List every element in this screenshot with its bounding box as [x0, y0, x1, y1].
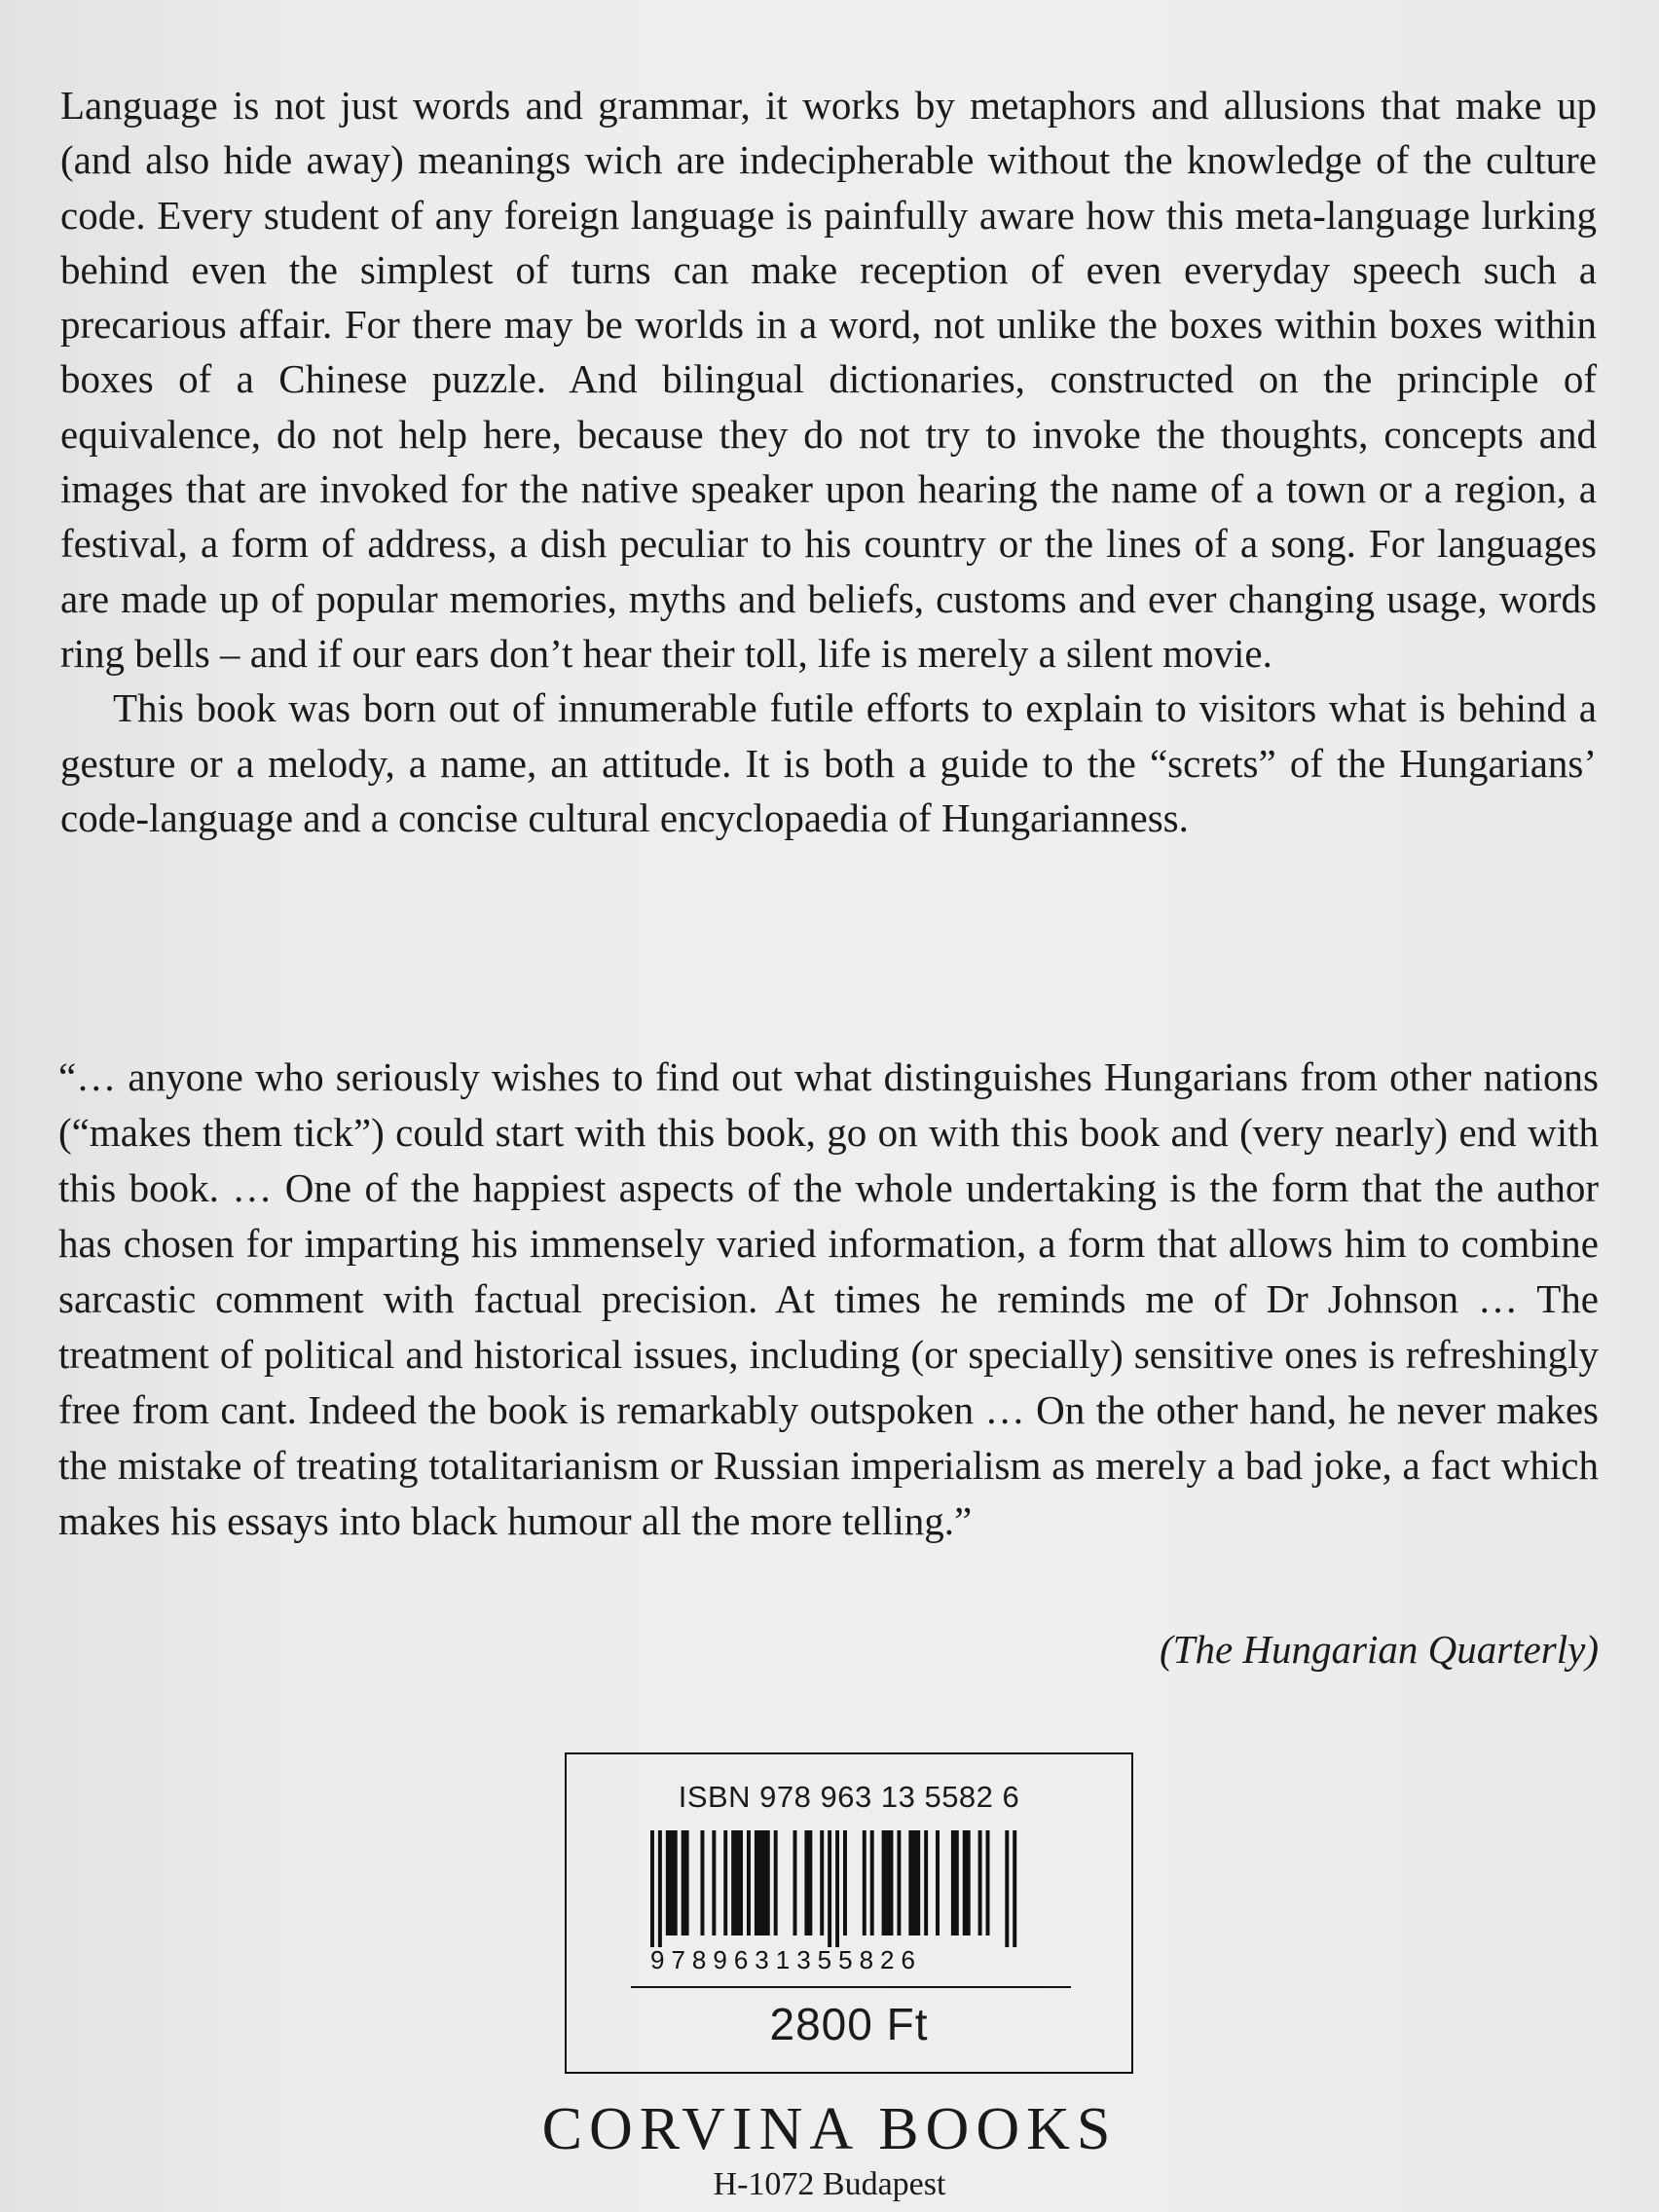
barcode-bar: [908, 1830, 920, 1936]
barcode-bar: [882, 1830, 894, 1936]
barcode-bar: [793, 1830, 797, 1936]
blurb-text: [60, 78, 1597, 845]
barcode-bar: [951, 1830, 959, 1936]
barcode-icon: [650, 1830, 1020, 1947]
barcode-bar: [774, 1830, 778, 1936]
barcode-bar: [755, 1830, 770, 1936]
publisher-address: H-1072 Budapest: [713, 2166, 946, 2202]
barcode-guard-bar: [1013, 1830, 1016, 1947]
barcode-bar: [843, 1830, 847, 1936]
barcode-bar: [747, 1830, 751, 1936]
barcode-bar: [936, 1830, 940, 1936]
barcode-bar: [870, 1830, 874, 1936]
isbn-label: ISBN 978 963 13 5582 6: [678, 1780, 1020, 1814]
publisher-name: CORVINA BOOKS: [541, 2096, 1118, 2162]
barcode-bar: [804, 1830, 812, 1936]
barcode-bar: [897, 1830, 901, 1936]
review-quote: “… anyone who seriously wishes to find out what distinguishes Hungarians from other nations (“makes them tick”) could start with this book, go on with this book and (very nearly) end with this book. … One of the happiest aspects of the whole undertaking is the form that the author has chosen for imparting his immensely varied information, a form that allows him to combine sarcastic comment with factual precision. At times he reminds me of Dr Johnson … The treatment of political and historical issues, including (or specially) sensitive ones is refreshingly free from cant. Indeed the book is remarkably outspoken … On the other hand, he never makes the mistake of treating totalitarianism or Russian imperialism as merely a bad joke, a fact which makes his essays into black humour all the more telling.”: [58, 1054, 1599, 1543]
barcode-bar: [863, 1830, 866, 1936]
barcode-bar: [820, 1830, 824, 1936]
barcode-bar: [682, 1830, 689, 1936]
blurb-paragraph-1: Language is not just words and grammar, it works by metaphors and allusions that make up (and also hide away) meanings wich are indecipherable without the knowledge of the culture code. Every student of any foreign language is painfully aware how this meta-language lurking behind even the simplest of turns can make reception of even everyday speech such a precarious affair. For there may be worlds in a word, not unlike the boxes within boxes within boxes of a Chinese puzzle. And bilingual dictionaries, constructed on the principle of equivalence, do not help here, because they do not try to invoke the thoughts, concepts and images that are invoked for the native speaker upon hearing the name of a town or a region, a festival, a form of address, a dish peculiar to his country or the lines of a song. For languages are made up of popular memories, myths and beliefs, customs and ever changing usage, words ring bells – and if our ears don’t hear their toll, life is merely a silent movie.: [60, 83, 1597, 676]
barcode-bar: [666, 1830, 678, 1936]
review-source: (The Hungarian Quarterly): [1160, 1627, 1599, 1672]
barcode-bar: [963, 1830, 971, 1936]
barcode-guard-bar: [828, 1830, 831, 1947]
barcode-guard-bar: [650, 1830, 654, 1947]
barcode-guard-bar: [658, 1830, 662, 1947]
barcode-bar: [731, 1830, 743, 1936]
barcode-digits: 9789631355826: [650, 1945, 922, 1974]
barcode-bar: [978, 1830, 982, 1936]
barcode-bar: [986, 1830, 990, 1936]
barcode-guard-bar: [1005, 1830, 1009, 1947]
barcode-bar: [723, 1830, 727, 1936]
price-divider: [631, 1986, 1071, 1988]
barcode-bar: [700, 1830, 704, 1936]
barcode-box: [565, 1752, 1133, 2074]
price-label: 2800 Ft: [769, 1999, 929, 2049]
barcode-guard-bar: [835, 1830, 839, 1947]
blurb-paragraph-2: This book was born out of innumerable futile efforts to explain to visitors what is behind a gesture or a melody, a name, an attitude. It is both a guide to the “screts” of the Hungarians’ code-language and a concise cultural encyclopaedia of Hungarianness.: [60, 685, 1597, 840]
barcode-bar: [712, 1830, 716, 1936]
barcode-bar: [924, 1830, 928, 1936]
